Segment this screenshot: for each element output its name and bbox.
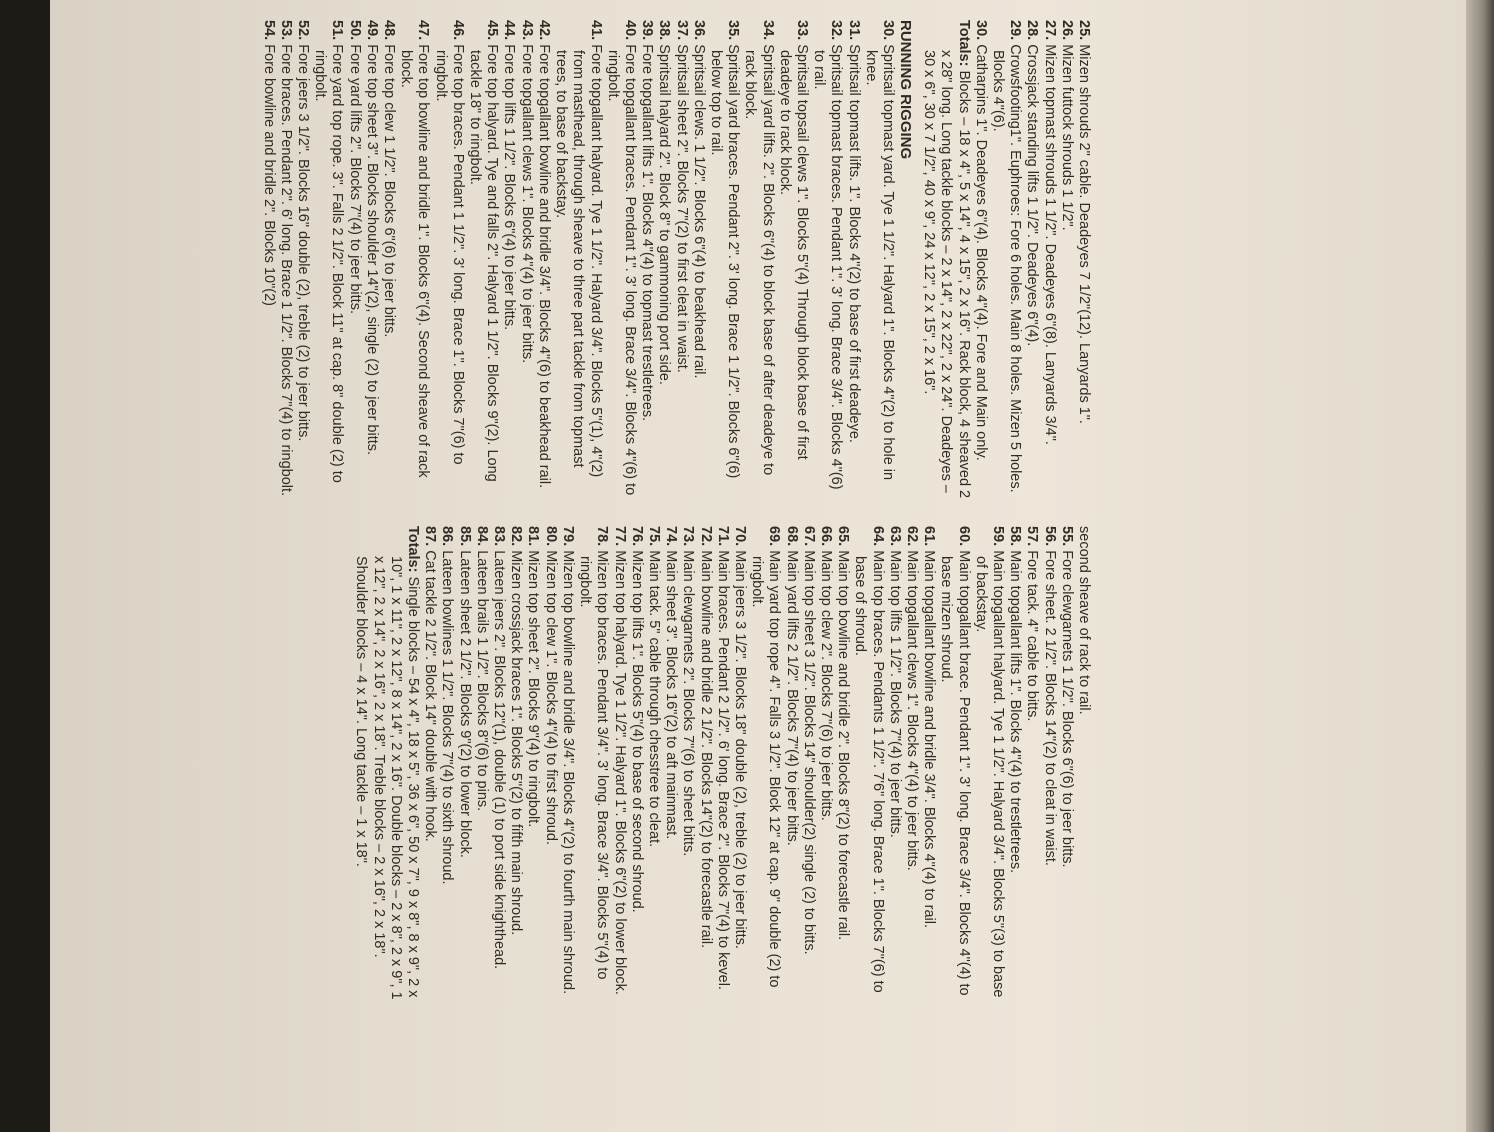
rigging-entry	[552, 20, 604, 500]
entry-text: Main topgallant halyard. Tye 1 1/2". Halyard 3/4". Blocks 5"(3) to base of backstay.	[972, 550, 1006, 998]
entry-number: 42.	[535, 20, 552, 41]
entry-number: 84.	[473, 526, 490, 547]
rigging-entry	[363, 20, 380, 500]
entry-text: Fore top clew 1 1/2". Blocks 6"(6) to jeer bitts.	[381, 44, 398, 338]
rigging-entry	[972, 526, 1006, 1006]
entry-number: 57.	[1024, 526, 1041, 547]
rigging-entry	[500, 20, 517, 500]
rigging-entry	[380, 20, 397, 500]
entry-number: 73.	[680, 526, 697, 547]
entry-number: 49.	[363, 20, 380, 41]
entry-number: 77.	[611, 526, 628, 547]
entry-text: Main top sheet 3 1/2". Blocks 14" shoulder(2) single (2) to bitts.	[800, 550, 817, 955]
rigging-entry	[576, 526, 610, 1006]
entry-number: 30.	[879, 20, 896, 41]
entry-number: 86.	[439, 526, 456, 547]
totals-label: Totals:	[955, 20, 972, 67]
entry-text: Blocks – 18 x 4", 5 x 14", 4 x 15", 2 x 16". Rack block, 4 sheaved 2 x 28" long. Long tackle blocks – 2 x 14", 2 x 22", 2 x 24". Deadeyes – 30 x 6", 30 x 7 1/2", 40 x 9", 24 x 12", 2 x 15", 2 x 16".	[921, 50, 972, 499]
rigging-entry	[834, 526, 851, 1006]
entry-text: Fore braces. Pendant 2". 6' long. Brace 1 1/2". Blocks 7"(4) to ringbolt.	[277, 44, 294, 497]
rigging-entry	[817, 526, 834, 1006]
entry-text: Spritsail halyard 2". Block 8" to gammoning port side.	[656, 44, 673, 385]
rigging-entry	[690, 20, 707, 500]
entry-number: 70.	[731, 526, 748, 547]
entry-text: Spritsail yard lifts. 2". Blocks 6"(4) to block base of after deadeye to rack block.	[742, 44, 776, 476]
rigging-entry	[610, 526, 627, 1006]
rigging-entry	[844, 20, 861, 500]
rigging-entry	[937, 526, 971, 1006]
rigging-entry	[604, 20, 638, 500]
rigging-entry	[277, 20, 294, 500]
entry-number: 68.	[783, 526, 800, 547]
entry-text: Fore top halyard. Tye and falls 2". Halyard 1 1/2". Blocks 9"(2). Long tackle 18" to ringbolt.	[467, 44, 501, 482]
entry-text: Main topgallant clews 1". Blocks 4"(4) to jeer bitts.	[903, 550, 920, 871]
entry-number: 64.	[869, 526, 886, 547]
entry-number: 40.	[621, 20, 638, 41]
rigging-entry	[524, 526, 541, 1006]
entry-text: Main sheet 3". Blocks 16"(2) to aft mainmast.	[663, 550, 680, 840]
entry-text: Spritsail topmast yard. Tye 1 1/2". Halyard 1". Blocks 4"(2) to hole in knee.	[862, 44, 896, 481]
entry-number: 50.	[346, 20, 363, 41]
rigging-entry	[1040, 20, 1057, 500]
entry-text: Catharpins 1". Deadeyes 6"(4). Blocks 4"(4). Fore and Main only.	[972, 44, 989, 461]
entry-text: Main topgallant brace. Pendant 1". 3' long. Brace 3/4". Blocks 4"(4) to base mizen shroud.	[938, 550, 972, 996]
entry-number: 76.	[628, 526, 645, 547]
entry-number: 55.	[1058, 526, 1075, 547]
rigging-entry	[507, 526, 524, 1006]
rigging-entry	[903, 526, 920, 1006]
entry-number: 52.	[295, 20, 312, 41]
entry-number: 32.	[828, 20, 845, 41]
totals-label: Totals:	[405, 526, 422, 573]
entry-text: Mizen shrouds 2" cable. Deadeyes 7 1/2"(12). Lanyards 1".	[1076, 44, 1092, 424]
rigging-entry	[1006, 526, 1023, 1006]
rigging-entry	[810, 20, 844, 500]
entry-text: Lateen jeers 2". Blocks 12"(1), double (1) to port side knighthead.	[491, 550, 508, 970]
rigging-entry	[1075, 526, 1092, 1006]
entry-text: Mizen top bowline and bridle 3/4". Blocks 4"(2) to fourth main shroud.	[559, 550, 576, 995]
rigging-entry	[672, 20, 689, 500]
entry-text: Crowsfooting1". Euphroes: Fore 6 holes. Main 8 holes. Mizen 5 holes. Blocks 4"(6).	[989, 44, 1024, 493]
entry-number: 39.	[639, 20, 656, 41]
entry-text: Main top clew 2". Blocks 7"(6) to jeer bitts.	[817, 550, 834, 821]
entry-number: 35.	[725, 20, 742, 41]
rigging-entry	[490, 526, 507, 1006]
rigging-entry	[518, 20, 535, 500]
totals-entry	[352, 526, 421, 1006]
entry-text: Main clewgarnets 2". Blocks 7"(6) to sheet bitts.	[680, 550, 697, 857]
entry-number: 83.	[491, 526, 508, 547]
entry-number: 56.	[1041, 526, 1058, 547]
entry-text: Spritsail yard braces. Pendant 2". 3' long. Brace 1 1/2". Blocks 6"(6) below top to rail.	[707, 44, 742, 479]
entry-text: Main yard lifts 2 1/2". Blocks 7"(4) to jeer bitts.	[783, 550, 800, 846]
rigging-entry	[707, 20, 741, 500]
rigging-entry	[259, 20, 276, 500]
entry-text: Mizen futtock shrouds 1 1/2".	[1058, 44, 1075, 231]
rigging-entry	[886, 526, 903, 1006]
rigging-entry	[679, 526, 696, 1006]
rigging-entry	[345, 20, 362, 500]
rigging-entry	[862, 20, 896, 500]
entry-number: 87.	[422, 526, 439, 547]
entry-text: Fore jeers 3 1/2". Blocks 16" double (2), treble (2) to jeer bitts.	[295, 44, 312, 442]
rigging-entry	[438, 526, 455, 1006]
entry-text: Main jeers 3 1/2". Blocks 18" double (2), treble (2) to jeer bitts.	[731, 550, 748, 949]
entry-number: 37.	[673, 20, 690, 41]
rigging-entry	[851, 526, 885, 1006]
book-spine-edge	[1466, 0, 1494, 1132]
rigging-entry	[1075, 20, 1092, 500]
rigging-entry	[1058, 20, 1075, 500]
rigging-entry	[655, 20, 672, 500]
entry-text: Crossjack standing lifts 1 1/2". Deadeyes 6"(4).	[1024, 44, 1041, 347]
entry-number: 41.	[587, 20, 604, 41]
entry-text: Spritsail topmast lifts. 1". Blocks 4"(2) to base of first deadeye.	[845, 44, 862, 443]
entry-number: 33.	[793, 20, 810, 41]
right-column	[352, 526, 1092, 1006]
entry-text: Fore clewgarnets 1 1/2". Blocks 6"(6) to jeer bitts.	[1058, 550, 1075, 868]
entry-number: 75.	[645, 526, 662, 547]
entry-number: 30.	[972, 20, 989, 41]
entry-number: 27.	[1041, 20, 1058, 41]
entry-text: Fore yard top rope. 3". Falls 2 1/2". Block 11" at cap. 8" double (2) to ringbolt.	[312, 44, 346, 483]
rigging-entry	[776, 20, 810, 500]
entry-text: Fore top lifts 1 1/2". Blocks 6"(4) to jeer bitts.	[501, 44, 518, 331]
entry-text: Single blocks – 54 x 4", 18 x 5", 36 x 6", 50 x 7", 9 x 8", 8 x 9", 2 x 10", 1 x 11", 2 x 12", 8 x 14", 2 x 16". Double blocks – 2 x 8", 2 x 9", 1 x 12", 2 x 14", 2 x 16", 2 x 18". Treble blocks – 2 x 16", 2 x 18". Shoulder blocks – 4 x 14". Long tackle – 1 x 18".	[353, 556, 422, 1000]
rigging-entry	[662, 526, 679, 1006]
entry-number: 38.	[656, 20, 673, 41]
entry-number: 46.	[449, 20, 466, 41]
entry-text: Mizen top lifts 1". Blocks 5"(4) to base of second shroud.	[628, 550, 645, 913]
entry-text: Main top lifts 1 1/2". Blocks 7"(4) to jeer bitts.	[886, 550, 903, 838]
entry-number: 53.	[277, 20, 294, 41]
entry-text: Fore topgallant lifts 1". Blocks 4"(4) to topmast trestletrees.	[639, 44, 656, 422]
rotated-text-frame	[72, 20, 1092, 1112]
rigging-entry	[1058, 526, 1075, 1006]
totals-entry	[920, 20, 972, 500]
rigging-entry	[542, 526, 559, 1006]
rigging-entry	[1040, 526, 1057, 1006]
entry-text: Fore top braces. Pendant 1 1/2". 3' long. Brace 1". Blocks 7"(6) to ringbolt.	[432, 44, 466, 465]
entry-number: 25.	[1076, 20, 1092, 41]
entry-number: 85.	[456, 526, 473, 547]
entry-number: 82.	[508, 526, 525, 547]
entry-number: 45.	[484, 20, 501, 41]
rigging-entry	[989, 20, 1023, 500]
entry-number: 78.	[594, 526, 611, 547]
rigging-entry	[397, 20, 431, 500]
rigging-entry	[696, 526, 713, 1006]
entry-number: 60.	[955, 526, 972, 547]
rigging-entry	[645, 526, 662, 1006]
entry-text: Spritsail clews. 1 1/2". Blocks 6"(4) to beakhead rail.	[690, 44, 707, 379]
rigging-entry	[1023, 526, 1040, 1006]
rigging-entry	[1023, 20, 1040, 500]
entry-number: 71.	[714, 526, 731, 547]
entry-text: Fore topgallant halyard. Tye 1 1/2". Halyard 3/4". Blocks 5"(1), 4"(2) from masthead, through sheave to three part tackle from topmast trees, to base of backstay.	[553, 44, 604, 478]
entry-text: Mizen top halyard. Tye 1 1/2". Halyard 1". Blocks 6"(2) to lower block.	[611, 550, 628, 995]
entry-number: 80.	[542, 526, 559, 547]
entry-text: Mizen crossjack braces 1". Blocks 5"(2) to fifth main shroud.	[508, 550, 525, 936]
rigging-entry	[421, 526, 438, 1006]
left-column	[259, 20, 1092, 500]
entry-text: Main tack. 5" cable through chesstree to cleat.	[645, 550, 662, 848]
rigging-entry	[748, 526, 782, 1006]
rigging-entry	[920, 526, 937, 1006]
entry-number: 69.	[766, 526, 783, 547]
entry-number: 29.	[1007, 20, 1024, 41]
rigging-entry	[431, 20, 465, 500]
entry-text: Fore bowline and bridle 2". Blocks 10"(2)	[260, 44, 277, 306]
rigging-entry	[628, 526, 645, 1006]
entry-number: 34.	[759, 20, 776, 41]
entry-number: 51.	[329, 20, 346, 41]
entry-text: Fore top sheet 3". Blocks shoulder 14"(2), single (2) to jeer bitts.	[363, 44, 380, 456]
entry-text: Lateen bowlines 1 1/2". Blocks 7"(4) to sixth shroud.	[439, 550, 456, 885]
entry-number: 66.	[817, 526, 834, 547]
entry-text: Fore yard lifts 2". Blocks 7"(4) to jeer bitts.	[346, 44, 363, 314]
entry-text: second sheave of rack to rail.	[1076, 526, 1092, 715]
entry-number: 62.	[903, 526, 920, 547]
entry-text: Fore topgallant braces. Pendant 1". 3' long. Brace 3/4". Blocks 4"(6) to ringbolt.	[604, 44, 638, 496]
entry-text: Mizen top sheet 2". Blocks 9"(4) to ringbolt.	[525, 550, 542, 828]
entry-number: 72.	[697, 526, 714, 547]
rigging-entry	[535, 20, 552, 500]
rigging-entry	[714, 526, 731, 1006]
entry-number: 54.	[260, 20, 277, 41]
section-heading: RUNNING RIGGING	[896, 20, 914, 160]
rigging-entry	[455, 526, 472, 1006]
entry-number: 36.	[690, 20, 707, 41]
entry-text: Main yard top rope 4". Falls 3 1/2". Block 12" at cap. 9" double (2) to ringbolt.	[749, 550, 783, 988]
entry-number: 44.	[501, 20, 518, 41]
entry-text: Mizen topmast shrouds 1 1/2". Deadeyes 6"(8). Lanyards 3/4".	[1041, 44, 1058, 445]
entry-text: Lateen brails 1 1/2". Blocks 8"(6) to pins.	[473, 550, 490, 812]
entry-text: Spritsail topmast braces. Pendant 1". 3' long. Brace 3/4". Blocks 4"(6) to rail.	[811, 44, 845, 490]
rigging-entry	[559, 526, 576, 1006]
entry-text: Fore sheet. 2 1/2". Blocks 14"(2) to cleat in waist.	[1041, 550, 1058, 866]
rigging-entry	[638, 20, 655, 500]
entry-text: Mizen top braces. Pendant 3/4". 3' long. Brace 3/4". Blocks 5"(4) to ringbolt.	[577, 550, 611, 980]
rigging-entry	[972, 20, 989, 500]
entry-number: 43.	[518, 20, 535, 41]
entry-number: 81.	[525, 526, 542, 547]
rigging-entry	[731, 526, 748, 1006]
rigging-entry	[466, 20, 500, 500]
entry-number: 74.	[663, 526, 680, 547]
entry-number: 58.	[1007, 526, 1024, 547]
entry-number: 48.	[381, 20, 398, 41]
entry-number: 67.	[800, 526, 817, 547]
entry-text: Spritsail sheet 2". Blocks 7"(2) to first cleat in waist.	[673, 44, 690, 373]
entry-text: Fore top bowline and bridle 1". Blocks 6"(4). Second sheave of rack block.	[398, 44, 432, 478]
entry-number: 61.	[921, 526, 938, 547]
entry-number: 31.	[845, 20, 862, 41]
rigging-entry	[294, 20, 311, 500]
entry-number: 47.	[415, 20, 432, 41]
entry-number: 63.	[886, 526, 903, 547]
entry-number: 65.	[835, 526, 852, 547]
entry-text: Main bowline and bridle 2 1/2". Blocks 14"(2) to forecastle rail.	[697, 550, 714, 949]
entry-text: Spritsail topsail clews 1". Blocks 5"(4) Through block base of first deadeye to rack block.	[776, 44, 810, 460]
entry-text: Main top bowline and bridle 2". Blocks 8"(2) to forecastle rail.	[835, 550, 852, 941]
entry-text: Fore tack. 4" cable to bitts.	[1024, 550, 1041, 722]
entry-text: Main braces. Pendant 2 1/2". 6' long. Brace 2". Blocks 7"(4) to kevel.	[714, 550, 731, 990]
rigging-entry	[800, 526, 817, 1006]
entry-number: 28.	[1024, 20, 1041, 41]
rigging-entry	[473, 526, 490, 1006]
entry-text: Mizen top clew 1". Blocks 4"(4) to first shroud.	[542, 550, 559, 845]
entry-text: Main topgallant bowline and bridle 3/4". Blocks 4"(4) to rail.	[921, 550, 938, 929]
entry-text: Main top braces. Pendants 1 1/2". 7'6" long. Brace 1". Blocks 7"(6) to base of shroud.	[852, 550, 886, 993]
entry-number: 26.	[1058, 20, 1075, 41]
entry-text: Lateen sheet 2 1/2". Blocks 9"(2) to lower block.	[456, 550, 473, 858]
rigging-entry	[311, 20, 345, 500]
entry-number: 79.	[559, 526, 576, 547]
rigging-entry	[782, 526, 799, 1006]
entry-text: Main topgallant lifts 1". Blocks 4"(4) to trestletrees.	[1007, 550, 1024, 874]
entry-text: Cat tackle 2 1/2". Block 14" double with hook.	[422, 550, 439, 842]
entry-text: Fore topgallant bowline and bridle 3/4". Blocks 4"(6) to beakhead rail.	[535, 44, 552, 489]
rigging-entry	[741, 20, 775, 500]
entry-text: Fore topgallant clews 1". Blocks 4"(4) to jeer bitts.	[518, 44, 535, 364]
entry-number: 59.	[989, 526, 1006, 547]
